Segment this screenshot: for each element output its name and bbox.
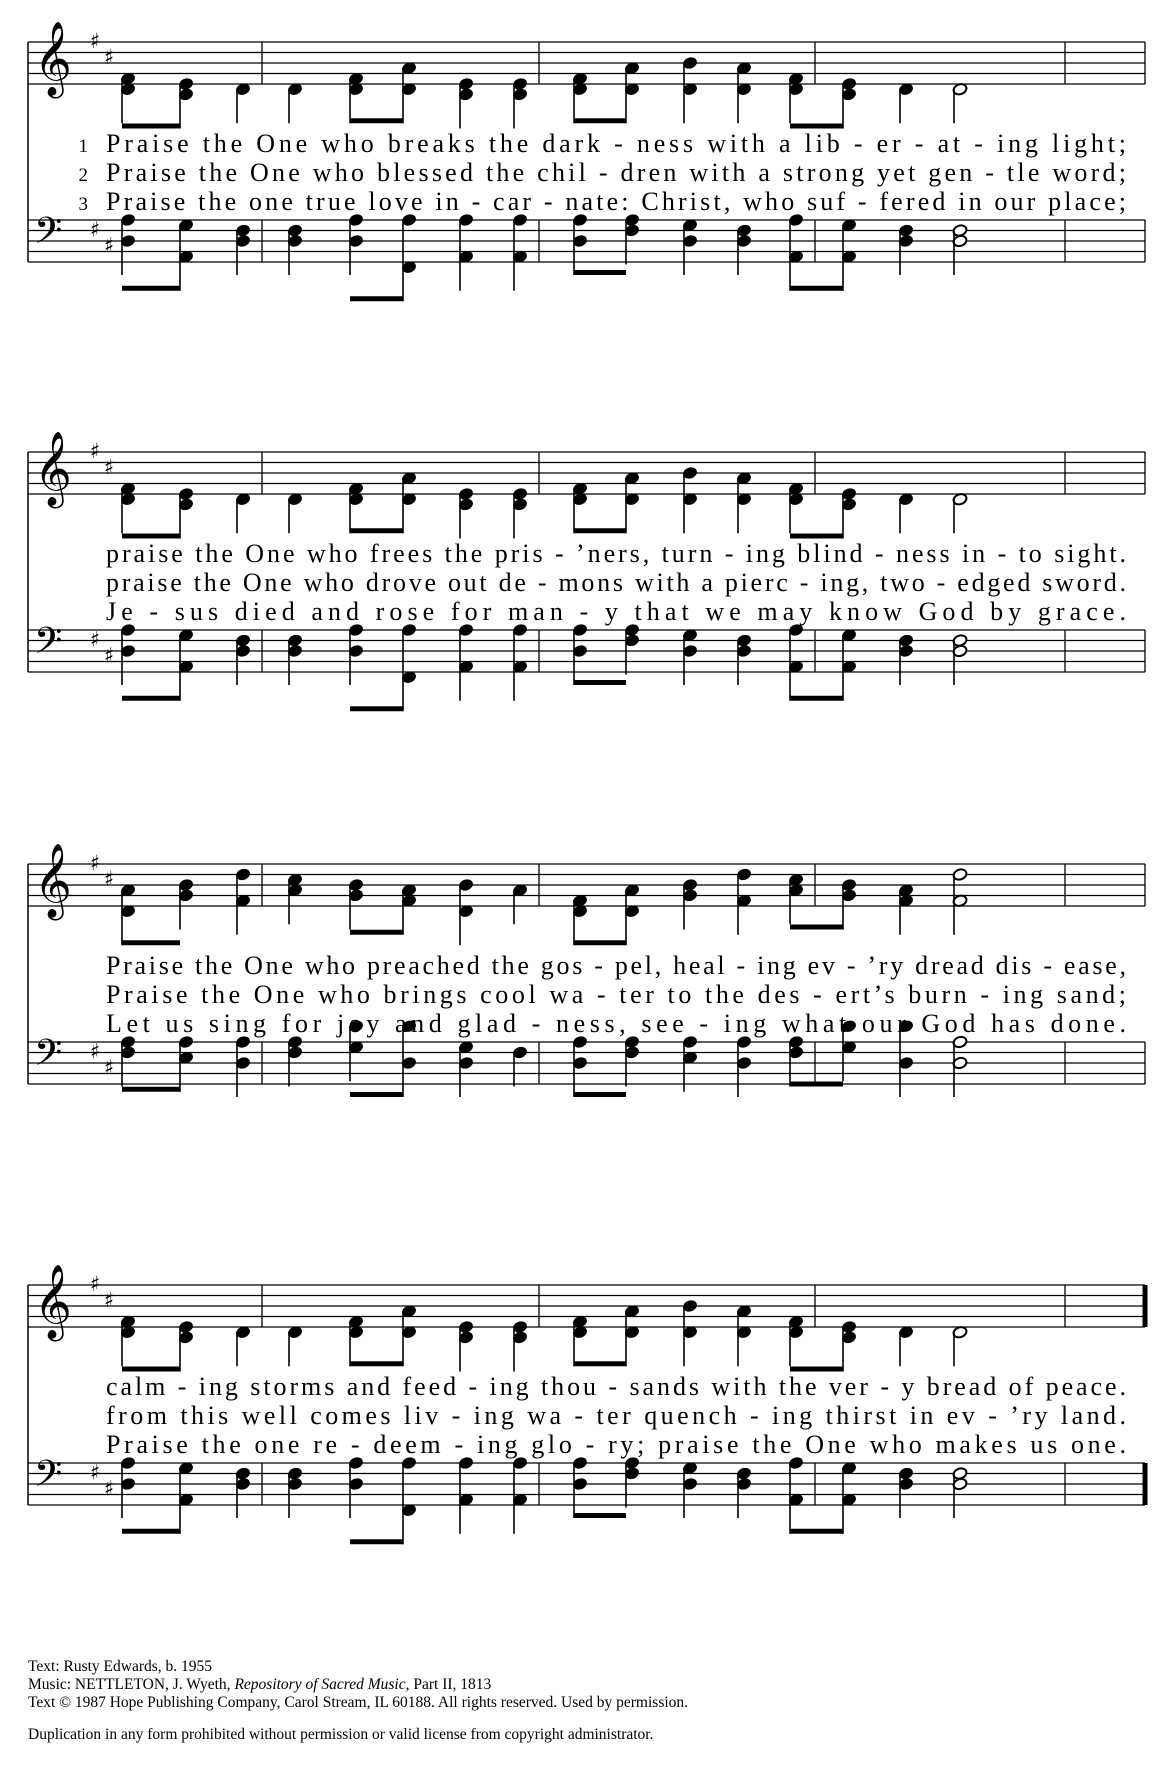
lyric-line: Praise the One who preached the gos - pel, heal - ing ev - ’ry dread dis - ease, xyxy=(106,951,1126,980)
treble-staff xyxy=(28,432,1145,539)
beam xyxy=(122,286,180,291)
music-credit-suffix: , Part II, 1813 xyxy=(405,1676,492,1693)
beam xyxy=(122,940,180,945)
beam xyxy=(790,124,843,129)
beam xyxy=(790,696,843,701)
sharp-icon: ♯ xyxy=(90,29,101,53)
sharp-icon: ♯ xyxy=(90,1272,101,1296)
lyrics xyxy=(79,129,1127,216)
beam xyxy=(574,1361,626,1366)
beam xyxy=(122,696,180,701)
treble-staff xyxy=(28,1265,1145,1372)
system-1 xyxy=(28,22,1145,301)
beam xyxy=(574,1092,626,1097)
bass-staff xyxy=(28,210,1145,301)
lyric-line: Praise the one true love in - car - nate: Christ, who suf - fered in our place; xyxy=(106,187,1126,216)
music-credit-title: Repository of Sacred Music xyxy=(234,1676,406,1693)
beam xyxy=(790,1082,843,1087)
bass-staff xyxy=(28,1453,1145,1544)
copyright-notice: Text © 1987 Hope Publishing Company, Carol Stream, IL 60188. All rights reserved. Used by permission. xyxy=(28,1694,689,1711)
beam xyxy=(574,1513,626,1518)
lyrics xyxy=(106,539,1126,626)
treble-clef-icon: 𝄞 xyxy=(34,1265,72,1339)
verse-number: 3 xyxy=(78,194,88,215)
sharp-icon: ♯ xyxy=(90,1039,101,1064)
bass-staff xyxy=(28,620,1145,711)
beam xyxy=(574,270,626,275)
lyric-line: from this well comes liv - ing wa - ter quench - ing thirst in ev - ’ry land. xyxy=(106,1401,1126,1430)
beam xyxy=(790,534,843,539)
lyric-line: praise the One who frees the pris - ’ners, turn - ing blind - ness in - to sight. xyxy=(106,539,1126,568)
sharp-icon: ♯ xyxy=(104,1476,115,1501)
lyric-line: Praise the One who breaks the dark - ness with a lib - er - at - ing light; xyxy=(106,129,1126,158)
beam xyxy=(790,286,843,291)
bass-clef-icon: 𝄢 xyxy=(34,620,63,671)
sharp-icon: ♯ xyxy=(90,217,101,242)
sharp-icon: ♯ xyxy=(90,627,101,652)
sharp-icon: ♯ xyxy=(104,454,115,479)
beam xyxy=(350,706,403,711)
beam xyxy=(350,1361,403,1366)
sharp-icon: ♯ xyxy=(104,1287,115,1312)
beam xyxy=(350,118,403,123)
beam xyxy=(574,528,626,533)
treble-clef-icon: 𝄞 xyxy=(34,22,72,96)
treble-staff xyxy=(28,22,1145,129)
lyric-line: Praise the One who blessed the chil - dren with a strong yet gen - tle word; xyxy=(106,158,1127,187)
beam xyxy=(350,528,403,533)
sharp-icon: ♯ xyxy=(104,1055,115,1080)
beam xyxy=(122,1529,180,1534)
sharp-icon: ♯ xyxy=(104,866,115,891)
music-credit xyxy=(28,1676,1148,1694)
beam xyxy=(122,534,180,539)
lyric-line: Je - sus died and rose for man - y that we may know God by grace. xyxy=(106,597,1126,626)
beam xyxy=(350,930,403,935)
system-2 xyxy=(28,432,1145,711)
sharp-icon: ♯ xyxy=(104,643,115,668)
sharp-icon: ♯ xyxy=(104,44,115,69)
lyric-line: Praise the one re - deem - ing glo - ry; praise the One who makes us one. xyxy=(106,1430,1126,1459)
sharp-icon: ♯ xyxy=(90,851,101,875)
beam xyxy=(574,680,626,685)
bass-clef-icon: 𝄢 xyxy=(34,210,63,261)
treble-staff xyxy=(28,844,1145,945)
beam xyxy=(790,1367,843,1372)
lyric-line: calm - ing storms and feed - ing thou - sands with the ver - y bread of peace. xyxy=(106,1372,1127,1401)
sharp-icon: ♯ xyxy=(104,233,115,258)
system-4 xyxy=(28,1265,1145,1544)
music-credit-prefix: Music: NETTLETON, J. Wyeth, xyxy=(28,1676,235,1693)
verse-number: 2 xyxy=(78,165,88,186)
system-3 xyxy=(28,844,1145,1097)
lyrics xyxy=(106,1372,1126,1459)
beam xyxy=(122,1367,180,1372)
beam xyxy=(790,1529,843,1534)
beam xyxy=(350,296,403,301)
sharp-icon: ♯ xyxy=(90,439,101,463)
text-credit: Text: Rusty Edwards, b. 1955 xyxy=(28,1658,213,1675)
bass-clef-icon: 𝄢 xyxy=(34,1032,63,1083)
duplication-notice: Duplication in any form prohibited without permission or valid license from copyright administrator. xyxy=(28,1726,654,1743)
treble-clef-icon: 𝄞 xyxy=(34,432,72,506)
lyric-line: praise the One who drove out de - mons with a pierc - ing, two - edged sword. xyxy=(106,568,1126,597)
lyrics xyxy=(106,951,1126,1038)
lyric-line: Let us sing for joy and glad - ness, see - ing what our God has done. xyxy=(106,1009,1126,1038)
credits xyxy=(28,1658,1148,1744)
beam xyxy=(790,925,843,930)
beam xyxy=(350,1539,403,1544)
beam xyxy=(574,118,626,123)
treble-clef-icon: 𝄞 xyxy=(34,844,72,918)
beam xyxy=(122,1087,180,1092)
sharp-icon: ♯ xyxy=(90,1460,101,1485)
beam xyxy=(350,1092,403,1097)
bass-staff xyxy=(28,1019,1145,1097)
lyric-line: Praise the One who brings cool wa - ter to the des - ert’s burn - ing sand; xyxy=(106,980,1127,1009)
verse-number: 1 xyxy=(78,136,88,157)
beam xyxy=(122,124,180,129)
beam xyxy=(574,940,626,945)
bass-clef-icon: 𝄢 xyxy=(34,1453,63,1504)
